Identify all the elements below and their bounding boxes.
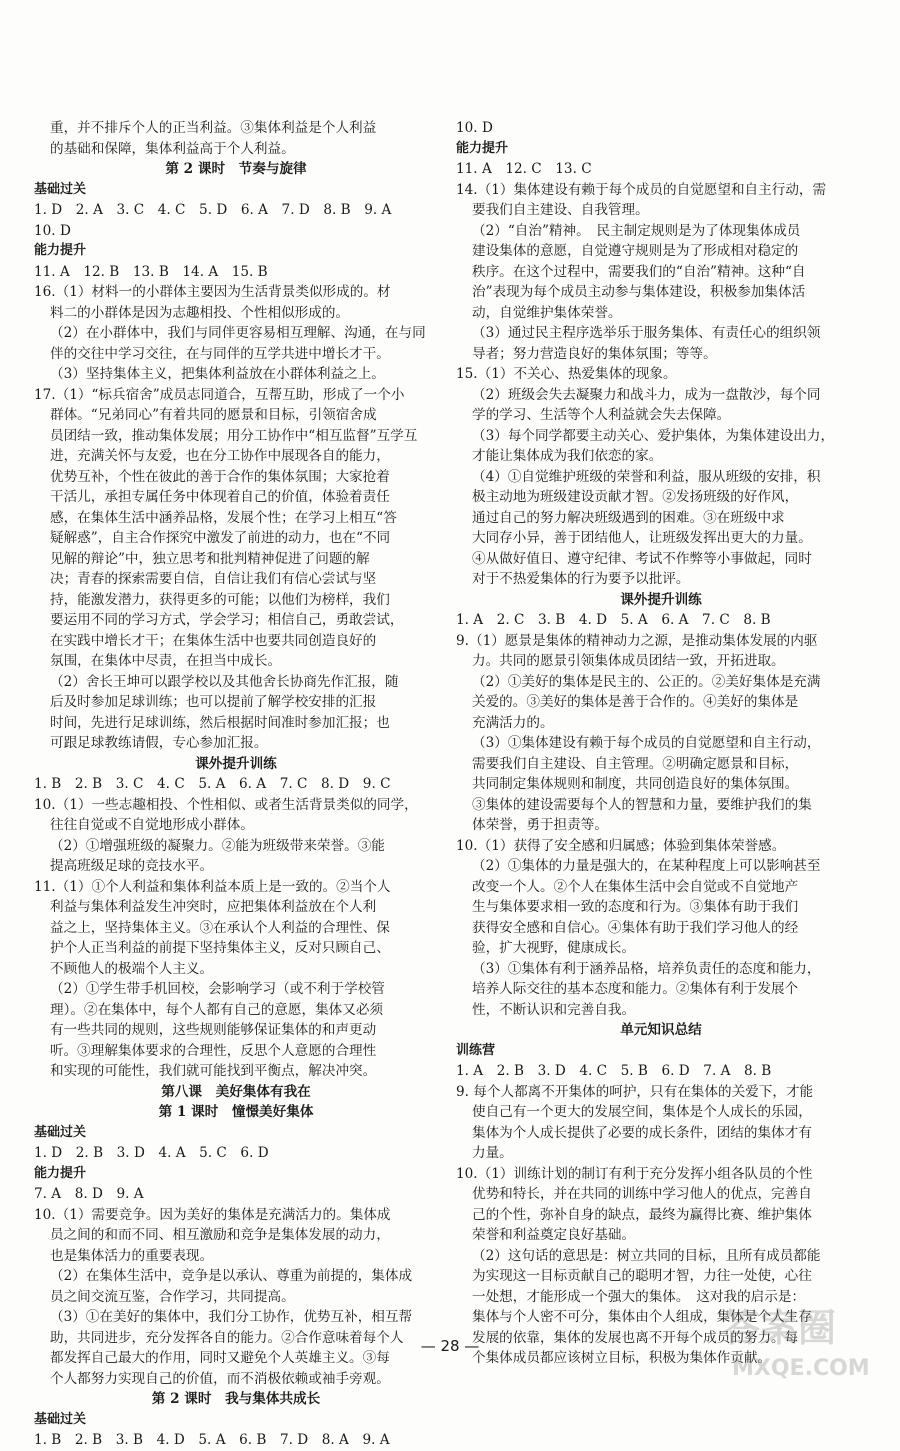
right-text-line: 发展的依靠，集体的发展也离不开每个成员的努力。每 bbox=[472, 1329, 799, 1346]
right-text-line: 改变一个人。②个人在集体生活中会自觉或不自觉地产 bbox=[472, 878, 799, 895]
left-text-line: 可跟足球教练请假，专心参加汇报。 bbox=[50, 735, 268, 751]
left-text-line: 17.（1）“标兵宿舍”成员志同道合，互帮互助，形成了一个小 bbox=[34, 386, 405, 403]
right-text-line: （2）这句话的意思是：树立共同的目标，且所有成员都能 bbox=[472, 1247, 821, 1264]
right-text-line: 性，不断认识和完善自我。 bbox=[472, 1001, 636, 1018]
left-text-line: 课外提升训练 bbox=[195, 755, 277, 772]
left-text-line: 能力提升 bbox=[34, 243, 87, 258]
left-text-line: （2）①学生带手机回校，会影响学习（或不利于学校管 bbox=[50, 981, 385, 997]
right-text-line: 9.（1）愿景是集体的精神动力之源，是推动集体发展的内驱 bbox=[456, 632, 818, 649]
right-text-line: 要我们自主建设、自我管理。 bbox=[472, 202, 649, 218]
right-text-line: 10.（1）获得了安全感和归属感；体验到集体荣誉感。 bbox=[456, 837, 786, 854]
left-text-line: 干活儿，承担专属任务中体现着自己的价值，体验着责任 bbox=[50, 489, 390, 505]
left-column bbox=[34, 118, 438, 1451]
right-text-line: 验，扩大视野，健康成长。 bbox=[472, 940, 636, 956]
right-text-line: 极主动地为班级建设贡献才智。②发扬班级的好作风， bbox=[472, 489, 799, 505]
left-text-line: 有一些共同的规则，这些规则能够保证集体的和声更动 bbox=[50, 1022, 377, 1038]
right-text-line: 为实现这一目标贡献自己的聪明才智，力往一处使，心往 bbox=[472, 1268, 812, 1284]
left-text-line: 利益与集体利益发生冲突时，应把集体利益放在个人利 bbox=[50, 899, 377, 915]
right-text-line: 对于不热爱集体的行为要予以批评。 bbox=[472, 571, 690, 587]
watermark-logo bbox=[712, 1295, 892, 1385]
right-text-line: 通过自己的努力解决班级遇到的困难。③在班级中求 bbox=[472, 509, 785, 526]
left-text-line: （3）坚持集体主义，把集体利益放在小群体利益之上。 bbox=[50, 366, 385, 382]
left-text-line: 氛围，在集体中尽责，在担当中成长。 bbox=[50, 653, 282, 669]
left-text-line: 11.（1）①个人利益和集体利益本质上是一致的。②当个人 bbox=[34, 878, 391, 895]
left-text-line: 能力提升 bbox=[34, 1165, 87, 1181]
left-text-line: 16.（1）材料一的小群体主要因为生活背景类似形成的。材 bbox=[34, 284, 391, 300]
right-text-line: 体荣誉，勇于担责等。 bbox=[472, 817, 608, 833]
left-text-line: 第 1 课时 憧憬美好集体 bbox=[158, 1104, 314, 1120]
left-text-line: 在实践中增长才干；在集体生活中也要共同创造良好的 bbox=[50, 632, 377, 649]
right-text-line: ③集体的建设需要每个人的智慧和力量，要维护我们的集 bbox=[472, 796, 812, 813]
left-text-line: 10.（1）需要竞争。因为美好的集体是充满活力的。集体成 bbox=[34, 1206, 391, 1223]
right-text-line: （3）每个同学都要主动关心、爱护集体，为集体建设出力， bbox=[472, 427, 835, 444]
right-text-line: 训练营 bbox=[456, 1042, 496, 1058]
left-text-line: 第 2 课时 我与集体共成长 bbox=[151, 1391, 321, 1407]
left-text-line: （3）①在美好的集体中，我们分工协作，优势互补，相互帮 bbox=[50, 1309, 413, 1325]
right-text-line: 治”表现为每个成员主动参与集体建设，积极参加集体活 bbox=[472, 284, 806, 300]
right-text-line: 15.（1）不关心、热爱集体的现象。 bbox=[456, 366, 677, 382]
right-text-line: 10. D bbox=[456, 120, 493, 136]
right-text-line: （3）①集体有利于涵养品格，培养负责任的态度和能力， bbox=[472, 960, 821, 977]
left-text-line: 群体。“兄弟同心”有着共同的愿景和目标，引领宿舍成 bbox=[50, 407, 377, 423]
right-text-line: 10.（1）训练计划的制订有利于充分发挥小组各队员的个性 bbox=[456, 1165, 813, 1182]
right-column bbox=[456, 118, 866, 1369]
left-text-line: 1. D 2. B 3. D 4. A 5. C 6. D bbox=[34, 1145, 269, 1161]
left-text-line: 第 2 课时 节奏与旋律 bbox=[165, 161, 307, 177]
left-text-line: 时间，先进行足球训练，然后根据时间准时参加汇报；也 bbox=[50, 714, 390, 731]
left-text-line: 听。③理解集体要求的合理性，反思个人意愿的合理性 bbox=[50, 1042, 377, 1059]
right-text-line: （3）①集体建设有赖于每个成员的自觉愿望和自主行动， bbox=[472, 735, 821, 751]
left-text-line: 感，在集体生活中涵养品格，发展个性；在学习上相互“答 bbox=[50, 509, 397, 526]
left-text-line: 1. D 2. A 3. C 4. C 5. D 6. A 7. D 8. B 9. A bbox=[34, 202, 392, 218]
left-text-line: 提高班级足球的竞技水平。 bbox=[50, 858, 214, 874]
left-text-line: 个人都努力实现自己的价值，而不消极依赖或袖手旁观。 bbox=[50, 1370, 390, 1387]
left-text-line: 11. A 12. B 13. B 14. A 15. B bbox=[34, 263, 268, 280]
right-text-line: 力。共同的愿景引领集体成员团结一致，开拓进取。 bbox=[472, 653, 785, 669]
left-text-line: 持，能激发潜力，获得更多的可能；以他们为榜样，我们 bbox=[50, 591, 390, 608]
left-text-line: 基础过关 bbox=[34, 181, 87, 197]
left-text-line: 1. B 2. B 3. C 4. C 5. A 6. A 7. C 8. D 9. C bbox=[34, 776, 391, 792]
left-text-line: 益之上，坚持集体主义。③在承认个人利益的合理性、保 bbox=[50, 919, 390, 936]
left-text-line: 员之间交流互鉴，合作学习，共同提高。 bbox=[50, 1288, 295, 1305]
right-text-line: （2）①美好的集体是民主的、公正的。②美好集体是充满 bbox=[472, 673, 821, 690]
right-text-line: 1. A 2. C 3. B 4. D 5. A 6. A 7. C 8. B bbox=[456, 612, 771, 628]
right-text-line: （2）①集体的力量是强大的，在某种程度上可以影响甚至 bbox=[472, 858, 821, 874]
left-text-line: 不顾他人的极端个人主义。 bbox=[50, 960, 214, 977]
left-text-line: 重，并不排斥个人的正当利益。③集体利益是个人利益 bbox=[50, 120, 377, 136]
left-text-line: 要运用不同的学习方式，学会学习；相信自己，勇敢尝试， bbox=[50, 612, 404, 628]
right-text-line: 能力提升 bbox=[456, 140, 509, 156]
left-text-line: 决；青春的探索需要自信，自信让我们有信心尝试与坚 bbox=[50, 571, 377, 587]
left-text-line: 7. A 8. D 9. A bbox=[34, 1186, 144, 1202]
left-text-line: 10.（1）一些志趣相投、个性相似、或者生活背景类似的同学， bbox=[34, 796, 418, 813]
left-text-line: 1. B 2. B 3. B 4. D 5. A 6. B 7. D 8. A 9. A bbox=[34, 1432, 390, 1448]
right-text-line: ④从做好值日、遵守纪律、考试不作弊等小事做起，同时 bbox=[472, 550, 812, 567]
right-text-line: 单元知识总结 bbox=[620, 1022, 702, 1038]
left-text-line: 见解的辩论”中，独立思考和批判精神促进了问题的解 bbox=[50, 550, 370, 567]
left-text-line: 基础过关 bbox=[34, 1124, 87, 1140]
left-text-line: 伴的交往中学习交往，在与同伴的互学共进中增长才干。 bbox=[50, 345, 390, 362]
right-text-line: 优势和特长，并在共同的训练中学习他人的优点，完善自 bbox=[472, 1186, 812, 1202]
left-text-line: 理）。②在集体中，每个人都有自己的意愿，集体又必须 bbox=[50, 1001, 384, 1018]
right-text-line: 导者；努力营造良好的集体氛围；等等。 bbox=[472, 345, 717, 362]
left-text-line: （2）①增强班级的凝聚力。②能为班级带来荣誉。③能 bbox=[50, 837, 385, 854]
right-text-line: 建设集体的意愿，自觉遵守规则是为了形成相对稳定的 bbox=[472, 243, 799, 259]
right-text-line: 充满活力的。 bbox=[472, 714, 554, 731]
left-text-line: （2）在小群体中，我们与同伴更容易相互理解、沟通，在与同 bbox=[50, 325, 426, 341]
right-text-line: 秩序。在这个过程中，需要我们的“自治”精神。这种“自 bbox=[472, 263, 806, 280]
left-text-line: 10. D bbox=[34, 222, 71, 239]
right-text-line: 14.（1）集体建设有赖于每个成员的自觉愿望和自主行动，需 bbox=[456, 181, 827, 198]
right-text-line: 获得安全感和自信心。④集体有助于我们学习他人的经 bbox=[472, 919, 799, 936]
right-text-line: （3）通过民主程序选举乐于服务集体、有责任心的组织领 bbox=[472, 325, 821, 341]
left-text-line: 基础过关 bbox=[34, 1411, 87, 1427]
right-text-line: 动，自觉维护集体荣誉。 bbox=[472, 304, 622, 321]
left-text-line: 料二的小群体是因为志趣相投、个性相似形成的。 bbox=[50, 304, 350, 321]
left-text-line: 员团结一致，推动集体发展；用分工协作中“相互监督”互学互 bbox=[50, 427, 418, 444]
right-text-line: 一处想，才能形成一个强大的集体。 这对我的启示是： bbox=[472, 1288, 806, 1305]
right-text-line: 力量。 bbox=[472, 1145, 513, 1161]
right-text-line: 荣誉和利益奠定良好基础。 bbox=[472, 1227, 636, 1243]
left-text-line: 进，充满关怀与友爱，也在分工协作中展现各自的能力， bbox=[50, 448, 390, 464]
page-number: — 28 — bbox=[420, 1337, 480, 1355]
left-text-line: 都发挥自己最大的作用，同时又避免个人英雄主义。③每 bbox=[50, 1350, 390, 1366]
left-text-line: （2）在集体生活中，竞争是以承认、尊重为前提的，集体成 bbox=[50, 1268, 413, 1284]
right-text-line: 生与集体要求相一致的态度和行为。③集体有助于我们 bbox=[472, 899, 799, 915]
left-text-line: 员之间的和而不同、相互激励和竞争是集体发展的动力， bbox=[50, 1227, 390, 1243]
right-text-line: 个集体成员都应该树立目标，积极为集体作贡献。 bbox=[472, 1350, 772, 1366]
right-text-line: 集体为个人成长提供了必要的成长条件，团结的集体才有 bbox=[472, 1124, 812, 1141]
left-text-line: 护个人正当利益的前提下坚持集体主义，反对只顾自己、 bbox=[50, 940, 390, 956]
left-text-line: 往往自觉或不自觉地形成小群体。 bbox=[50, 817, 254, 833]
right-text-line: 关爱的。③美好的集体是善于合作的。④美好的集体是 bbox=[472, 694, 799, 710]
right-text-line: 11. A 12. C 13. C bbox=[456, 161, 592, 177]
right-text-line: 需要我们自主建设、自主管理。②明确定愿景和目标， bbox=[472, 755, 799, 772]
right-text-line: 课外提升训练 bbox=[620, 591, 702, 608]
right-text-line: 使自己有一个更大的发展空间，集体是个人成长的乐园， bbox=[472, 1104, 812, 1120]
right-text-line: （2）“自治”精神。 民主制定规则是为了体现集体成员 bbox=[472, 222, 801, 239]
left-text-line: 后及时参加足球训练；也可以提前了解学校安排的汇报 bbox=[50, 694, 377, 710]
left-text-line: 助，共同进步，充分发挥各自的能力。②合作意味着每个人 bbox=[50, 1329, 404, 1346]
right-text-line: 1. A 2. B 3. D 4. C 5. B 6. D 7. A 8. B bbox=[456, 1063, 772, 1079]
right-text-line: （2）班级会失去凝聚力和战斗力，成为一盘散沙，每个同 bbox=[472, 386, 821, 403]
right-text-line: 才能让集体成为我们依恋的家。 bbox=[472, 448, 663, 464]
right-text-line: 学的学习、生活等个人利益就会失去保障。 bbox=[472, 407, 731, 423]
left-text-line: 的基础和保障，集体利益高于个人利益。 bbox=[50, 140, 295, 157]
right-text-line: 培养人际交往的基本态度和能力。②集体有利于发展个 bbox=[472, 981, 799, 997]
right-text-line: 9. 每个人都离不开集体的呵护，只有在集体的关爱下，才能 bbox=[456, 1083, 814, 1100]
left-text-line: 也是集体活力的重要表现。 bbox=[50, 1247, 214, 1264]
left-text-line: 优势互补，个性在彼此的善于合作的集体氛围；大家抢着 bbox=[50, 468, 390, 485]
right-text-line: 集体与个人密不可分，集体由个人组成，集体是个人生存 bbox=[472, 1309, 812, 1325]
right-text-line: 己的个性，弥补自身的缺点，最终为赢得比赛、维护集体 bbox=[472, 1206, 812, 1223]
right-text-line: （4）①自觉维护班级的荣誉和利益，服从班级的安排，积 bbox=[472, 468, 821, 485]
left-text-line: （2）舍长王坤可以跟学校以及其他舍长协商先作汇报，随 bbox=[50, 673, 399, 690]
left-text-line: 第八课 美好集体有我在 bbox=[161, 1083, 311, 1100]
left-text-line: 和实现的可能性，我们就可能找到平衡点，解决冲突。 bbox=[50, 1063, 377, 1079]
right-text-line: 大同存小异，善于团结他人，让班级发挥出更大的力量。 bbox=[472, 530, 812, 546]
watermark-text: 答案圈 bbox=[722, 1306, 837, 1350]
watermark-sub: MXQE.COM bbox=[732, 1356, 870, 1381]
right-text-line: 共同制定集体规则和制度，共同创造良好的集体氛围。 bbox=[472, 776, 799, 792]
left-text-line: 疑解惑”，自主合作探究中激发了前进的动力，也在“不同 bbox=[50, 530, 391, 546]
